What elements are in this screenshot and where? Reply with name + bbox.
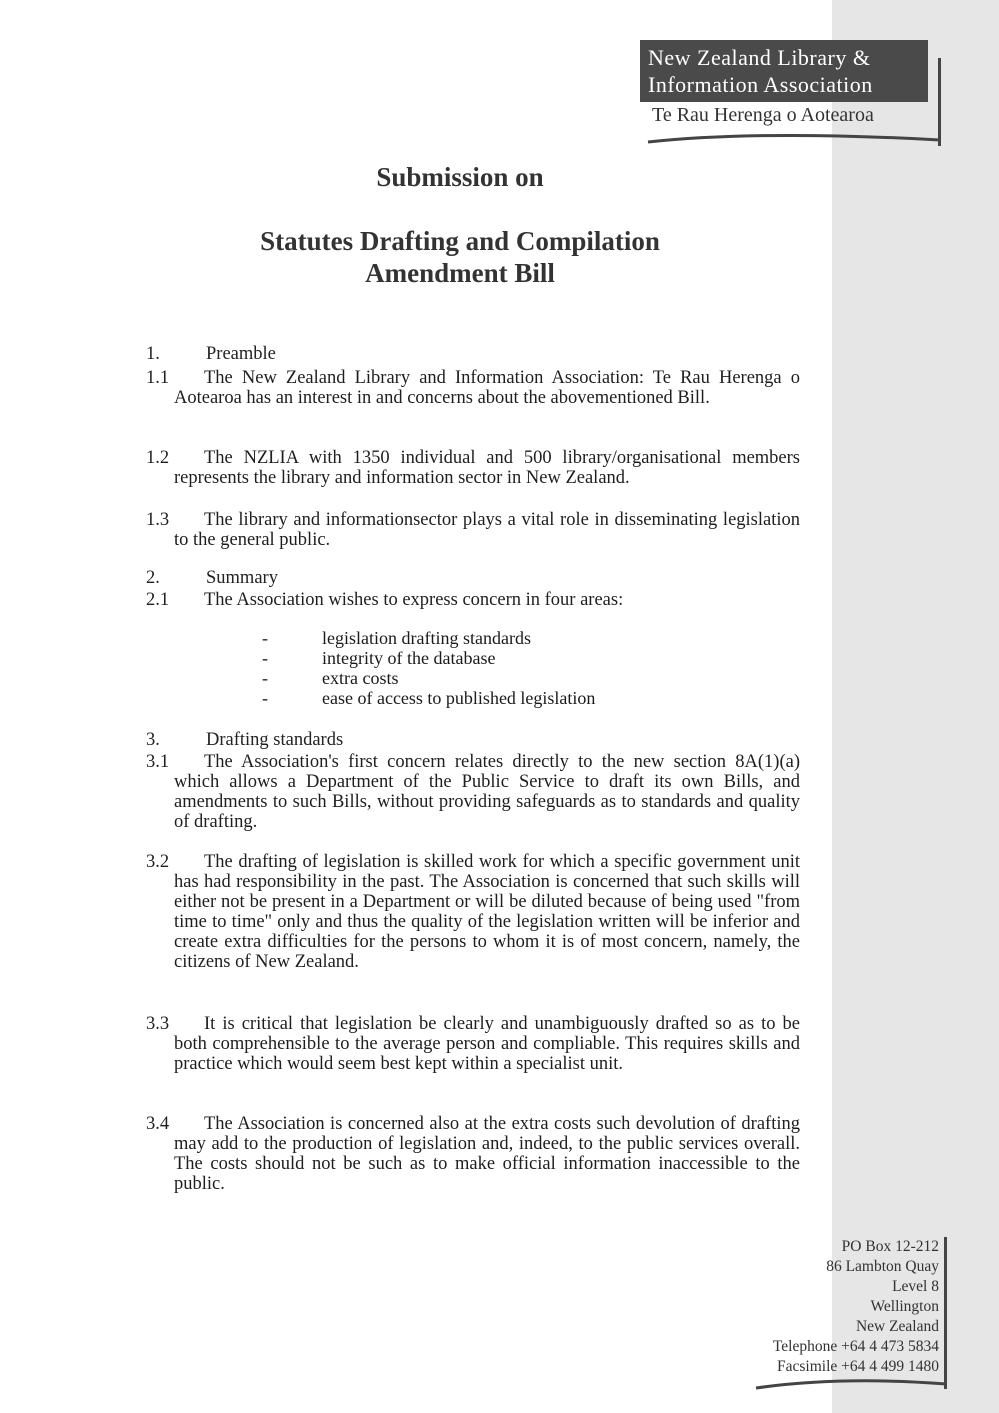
list-item [262,628,595,648]
paragraph-1-3 [146,510,800,550]
paragraph-text: It is critical that legislation be clearly and unambiguously drafted so as to be both comprehensible to the average person and compliable. This requires skills and practice which would seem best kept within a specialist unit. [174,1014,800,1074]
paragraph-number: 2.1 [146,590,170,610]
doc-title-block [0,225,920,289]
letterhead-org-line2: Information Association [648,72,873,97]
address-telephone: Telephone +64 4 473 5834 [772,1338,939,1355]
paragraph-1-2 [146,448,800,488]
section-heading-3 [146,730,343,751]
letterhead-org-line1: New Zealand Library & [648,45,871,70]
paragraph-number: 1.1 [146,368,170,388]
address-level: Level 8 [892,1278,939,1295]
paragraph-number: 1.3 [146,510,170,530]
page-side-band [832,0,999,1413]
letterhead-org-box [640,40,928,102]
list-item-text: ease of access to published legislation [322,688,596,708]
section-heading-1 [146,344,276,365]
paragraph-2-1 [146,590,772,610]
doc-title-line2: Statutes Drafting and Compilation [260,226,660,256]
paragraph-text: The NZLIA with 1350 individual and 500 library/organisational members represents the library and information sector in New Zealand. [174,448,800,488]
list-item [262,688,595,708]
paragraph-1-1 [146,368,800,408]
address-po-box: PO Box 12-212 [841,1238,939,1255]
letterhead-swoosh [640,124,945,148]
paragraph-3-2 [146,852,800,972]
list-item-text: extra costs [322,668,399,688]
list-item [262,648,595,668]
address-city: Wellington [870,1298,939,1315]
letterhead-tagline: Te Rau Herenga o Aotearoa [652,104,874,126]
paragraph-text: The Association wishes to express concern in four areas: [204,590,624,610]
paragraph-3-4 [146,1114,800,1194]
section-title: Preamble [206,344,276,364]
address-facsimile: Facsimile +64 4 499 1480 [776,1358,939,1375]
paragraph-number: 3.2 [146,852,170,872]
address-rule [944,1237,947,1389]
list-dash: - [262,628,268,648]
section-number: 2. [146,568,160,588]
list-item-text: legislation drafting standards [322,628,531,648]
paragraph-number: 3.4 [146,1114,170,1134]
address-country: New Zealand [855,1318,939,1335]
doc-title-line3: Amendment Bill [365,258,555,288]
doc-title-line1: Submission on [376,162,544,192]
paragraph-3-3 [146,1014,800,1074]
concern-list [262,628,595,708]
paragraph-number: 1.2 [146,448,170,468]
paragraph-text: The drafting of legislation is skilled work for which a specific government unit has had responsibility in the past. The Association is concerned that such skills will either not be present in a Department or will be diluted because of being used "from time to time" only and thus the quality of the legislation written will be inferior and create extra difficulties for the persons to whom it is of most concern, namely, the citizens of New Zealand. [174,852,800,972]
section-heading-2 [146,568,278,589]
paragraph-number: 3.1 [146,752,170,772]
paragraph-text: The Association's first concern relates directly to the new section 8A(1)(a) which allows a Department of the Public Service to draft its own Bills, and amendments to such Bills, without providing safeguards as to standards and quality of drafting. [174,752,800,832]
address-street: 86 Lambton Quay [826,1258,939,1275]
letterhead-logo [640,40,948,148]
section-number: 1. [146,344,160,364]
section-title: Drafting standards [206,730,344,750]
section-number: 3. [146,730,160,750]
paragraph-text: The New Zealand Library and Information Association: Te Rau Herenga o Aotearoa has an interest in and concerns about the abovementioned Bill. [174,368,800,408]
section-title: Summary [206,568,278,588]
paragraph-text: The library and informationsector plays a vital role in disseminating legislation to the general public. [174,510,800,550]
paragraph-number: 3.3 [146,1014,170,1034]
postal-address [773,1237,939,1377]
address-swoosh [752,1372,952,1396]
list-dash: - [262,688,268,708]
list-item-text: integrity of the database [322,648,496,668]
list-item [262,668,595,688]
paragraph-3-1 [146,752,800,832]
list-dash: - [262,668,268,688]
list-dash: - [262,648,268,668]
paragraph-text: The Association is concerned also at the extra costs such devolution of drafting may add to the production of legislation and, indeed, to the public services overall. The costs should not be such as to make official information inaccessible to the public. [174,1114,800,1194]
